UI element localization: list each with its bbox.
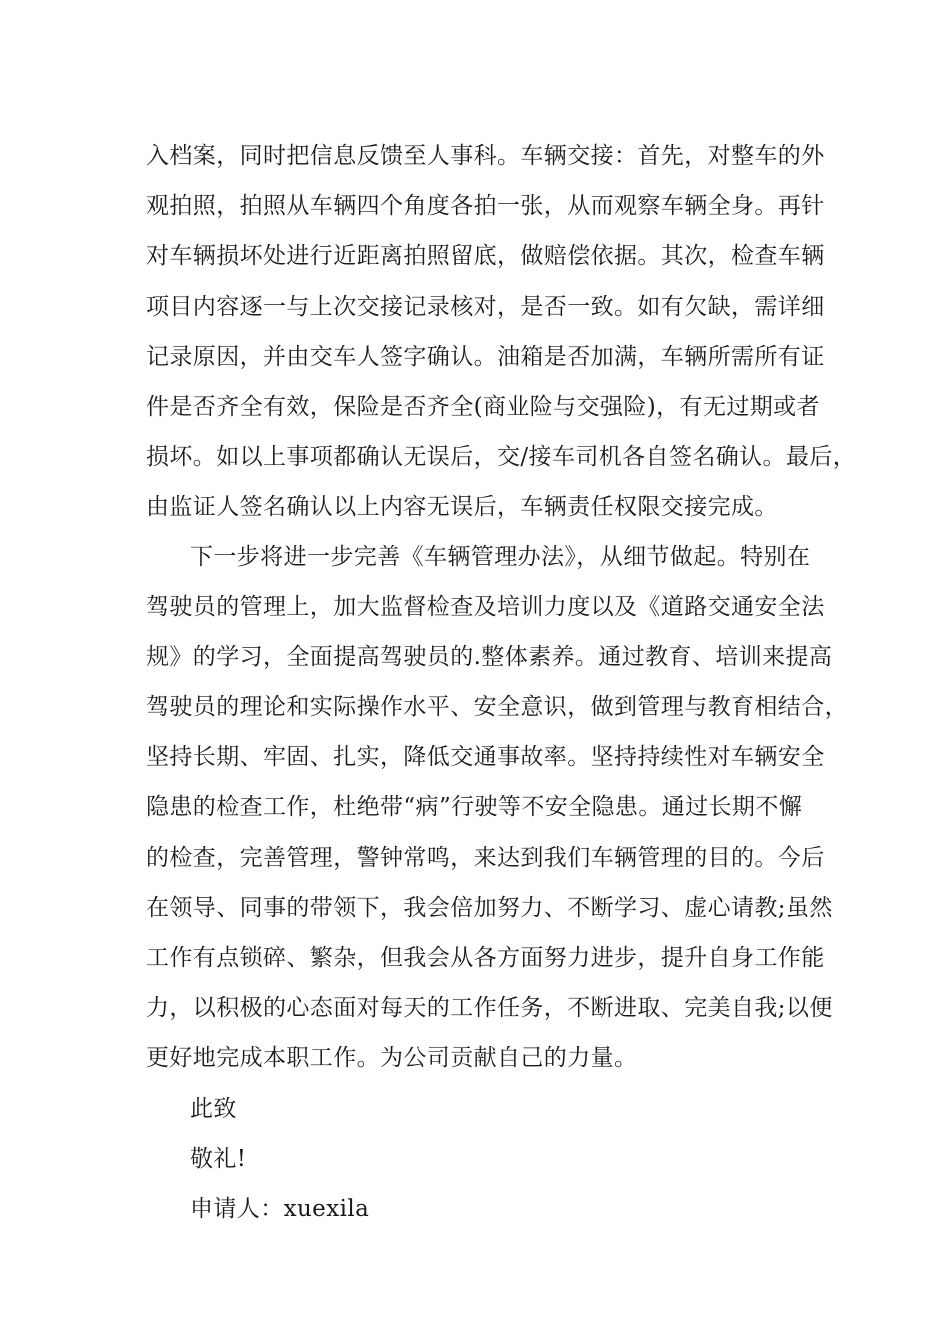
text-line: 力，以积极的心态面对每天的工作任务，不断进取、完美自我;以便 xyxy=(146,995,833,1021)
text-line: 由监证人签名确认以上内容无误后，车辆责任权限交接完成。 xyxy=(146,494,778,520)
text-line: 观拍照，拍照从车辆四个角度各拍一张，从而观察车辆全身。再针 xyxy=(146,193,825,219)
text-line: 记录原因，并由交车人签字确认。油箱是否加满，车辆所需所有证 xyxy=(146,344,825,370)
text-line: 在领导、同事的带领下，我会倍加努力、不断学习、虚心请教;虽然 xyxy=(146,895,833,921)
closing-salutation: 此致 xyxy=(190,1096,237,1122)
text-line: 规》的学习，全面提高驾驶员的.整体素养。通过教育、培训来提高 xyxy=(146,644,833,670)
text-line: 坚持长期、牢固、扎实，降低交通事故率。坚持持续性对车辆安全 xyxy=(146,744,825,770)
text-line: 项目内容逐一与上次交接记录核对，是否一致。如有欠缺，需详细 xyxy=(146,294,825,320)
text-line: 工作有点锁碎、繁杂，但我会从各方面努力进步，提升自身工作能 xyxy=(146,945,825,971)
text-line: 对车辆损坏处进行近距离拍照留底，做赔偿依据。其次，检查车辆 xyxy=(146,243,825,269)
text-line: 下一步将进一步完善《车辆管理办法》，从细节做起。特别在 xyxy=(190,544,811,570)
text-line: 损坏。如以上事项都确认无误后，交/接车司机各自签名确认。最后， xyxy=(146,444,857,470)
text-line: 驾驶员的管理上，加大监督检查及培训力度以及《道路交通安全法 xyxy=(146,594,825,620)
text-line: 入档案，同时把信息反馈至人事科。车辆交接：首先，对整车的外 xyxy=(146,143,825,169)
applicant-signature: 申请人：xuexila xyxy=(190,1196,370,1222)
text-line: 更好地完成本职工作。为公司贡献自己的力量。 xyxy=(146,1045,638,1071)
text-line: 隐患的检查工作，杜绝带“病”行驶等不安全隐患。通过长期不懈 xyxy=(146,794,803,820)
text-line: 驾驶员的理论和实际操作水平、安全意识，做到管理与教育相结合， xyxy=(146,694,848,720)
text-line: 的检查，完善管理，警钟常鸣，来达到我们车辆管理的目的。今后 xyxy=(146,845,825,871)
text-line: 件是否齐全有效，保险是否齐全(商业险与交强险)，有无过期或者 xyxy=(146,394,820,420)
closing-regards: 敬礼! xyxy=(190,1146,247,1172)
